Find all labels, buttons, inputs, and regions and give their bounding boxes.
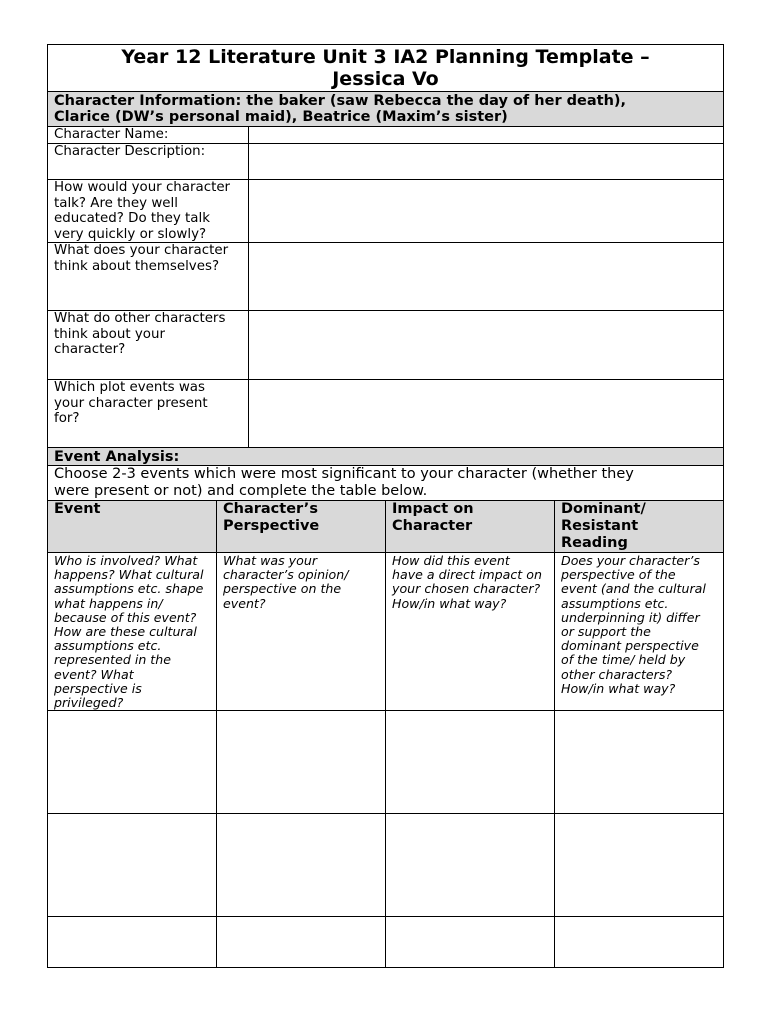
prompt-line: underpinning it) differ bbox=[561, 609, 700, 625]
event-entry-row bbox=[48, 814, 724, 917]
character-table bbox=[47, 44, 724, 501]
impact-entry-cell[interactable] bbox=[386, 814, 555, 917]
prompt-line: character’s opinion/ bbox=[223, 567, 349, 583]
column-header-reading bbox=[555, 501, 724, 553]
others-view-label bbox=[48, 311, 249, 380]
event-analysis-table bbox=[47, 500, 724, 968]
instruction-line: Choose 2-3 events which were most significant to your character (whether they bbox=[54, 466, 634, 482]
prompt-line: have a direct impact on bbox=[392, 567, 542, 583]
column-header-impact bbox=[386, 501, 555, 553]
prompt-line: assumptions etc. bbox=[561, 595, 669, 611]
prompt-line: How/in what way? bbox=[392, 595, 507, 611]
prompt-line: perspective on the bbox=[223, 581, 342, 597]
column-header-perspective bbox=[217, 501, 386, 553]
prompt-line: your chosen character? bbox=[392, 581, 541, 597]
prompt-line: or support the bbox=[561, 624, 651, 640]
reading-entry-cell[interactable] bbox=[555, 711, 724, 814]
prompt-line: Who is involved? What bbox=[54, 553, 198, 568]
column-header-event bbox=[48, 501, 217, 553]
prompt-line: privileged? bbox=[54, 695, 124, 711]
plot-events-field[interactable] bbox=[249, 380, 724, 448]
header-line: Event bbox=[54, 501, 101, 517]
self-view-field[interactable] bbox=[249, 243, 724, 311]
character-name-label bbox=[48, 127, 249, 144]
label-line: think about your bbox=[54, 326, 165, 342]
heading-line: Character Information: the baker (saw Rebecca the day of her death), bbox=[54, 93, 627, 109]
self-view-label bbox=[48, 243, 249, 311]
header-line: Dominant/ bbox=[561, 501, 646, 517]
header-line: Impact on bbox=[392, 501, 474, 517]
prompt-line: what happens in/ bbox=[54, 595, 163, 611]
prompt-line: event? bbox=[223, 595, 266, 611]
perspective-entry-cell[interactable] bbox=[217, 917, 386, 968]
heading-line: Clarice (DW’s personal maid), Beatrice (Maxim’s sister) bbox=[54, 109, 508, 125]
header-line: Reading bbox=[561, 535, 628, 551]
label-line: very quickly or slowly? bbox=[54, 226, 207, 242]
label-line: What do other characters bbox=[54, 311, 226, 326]
label-line: Character Name: bbox=[54, 127, 169, 142]
event-entry-cell[interactable] bbox=[48, 917, 217, 968]
prompt-line: other characters? bbox=[561, 666, 673, 682]
prompt-line: event (and the cultural bbox=[561, 581, 706, 597]
prompt-line: assumptions etc. shape bbox=[54, 581, 204, 597]
prompt-line: assumptions etc. bbox=[54, 638, 162, 654]
instruction-line: were present or not) and complete the table below. bbox=[54, 483, 428, 499]
event-entry-cell[interactable] bbox=[48, 711, 217, 814]
label-line: think about themselves? bbox=[54, 258, 220, 274]
event-entry-row bbox=[48, 917, 724, 968]
title-line: Jessica Vo bbox=[332, 68, 439, 90]
prompt-line: represented in the bbox=[54, 652, 171, 668]
character-information-heading bbox=[48, 92, 724, 127]
label-line: Which plot events was bbox=[54, 380, 205, 395]
event-analysis-heading: Event Analysis: bbox=[48, 448, 724, 466]
prompt-impact bbox=[386, 553, 555, 711]
prompt-line: Does your character’s bbox=[561, 553, 700, 568]
prompt-event bbox=[48, 553, 217, 711]
prompt-line: What was your bbox=[223, 553, 317, 568]
label-line: for? bbox=[54, 411, 80, 426]
reading-entry-cell[interactable] bbox=[555, 814, 724, 917]
others-view-field[interactable] bbox=[249, 311, 724, 380]
prompt-line: because of this event? bbox=[54, 609, 197, 625]
prompt-line: happens? What cultural bbox=[54, 567, 204, 583]
label-line: talk? Are they well bbox=[54, 195, 178, 211]
perspective-entry-cell[interactable] bbox=[217, 814, 386, 917]
label-line: What does your character bbox=[54, 243, 229, 258]
header-line: Character bbox=[392, 518, 473, 534]
prompt-line: How are these cultural bbox=[54, 624, 197, 640]
header-line: Resistant bbox=[561, 518, 639, 534]
header-line: Perspective bbox=[223, 518, 320, 534]
character-description-field[interactable] bbox=[249, 144, 724, 180]
reading-entry-cell[interactable] bbox=[555, 917, 724, 968]
prompt-line: perspective of the bbox=[561, 567, 676, 583]
planning-template bbox=[47, 44, 723, 968]
prompt-perspective bbox=[217, 553, 386, 711]
page-title bbox=[48, 45, 724, 92]
prompt-line: dominant perspective bbox=[561, 638, 699, 654]
prompt-line: event? What bbox=[54, 666, 134, 682]
prompt-reading bbox=[555, 553, 724, 711]
impact-entry-cell[interactable] bbox=[386, 917, 555, 968]
event-entry-cell[interactable] bbox=[48, 814, 217, 917]
character-talk-label bbox=[48, 180, 249, 243]
prompt-line: How/in what way? bbox=[561, 680, 676, 696]
label-line: How would your character bbox=[54, 180, 231, 195]
impact-entry-cell[interactable] bbox=[386, 711, 555, 814]
title-line: Year 12 Literature Unit 3 IA2 Planning Template – bbox=[121, 46, 650, 68]
perspective-entry-cell[interactable] bbox=[217, 711, 386, 814]
prompt-line: of the time/ held by bbox=[561, 652, 686, 668]
plot-events-label bbox=[48, 380, 249, 448]
character-talk-field[interactable] bbox=[249, 180, 724, 243]
label-line: your character present bbox=[54, 395, 208, 411]
character-description-label bbox=[48, 144, 249, 180]
prompt-line: How did this event bbox=[392, 553, 510, 568]
label-line: educated? Do they talk bbox=[54, 211, 210, 226]
event-entry-row bbox=[48, 711, 724, 814]
prompt-line: perspective is bbox=[54, 680, 142, 696]
label-line: character? bbox=[54, 342, 126, 357]
label-line: Character Description: bbox=[54, 144, 206, 159]
header-line: Character’s bbox=[223, 501, 318, 517]
event-analysis-instructions bbox=[48, 466, 724, 501]
character-name-field[interactable] bbox=[249, 127, 724, 144]
